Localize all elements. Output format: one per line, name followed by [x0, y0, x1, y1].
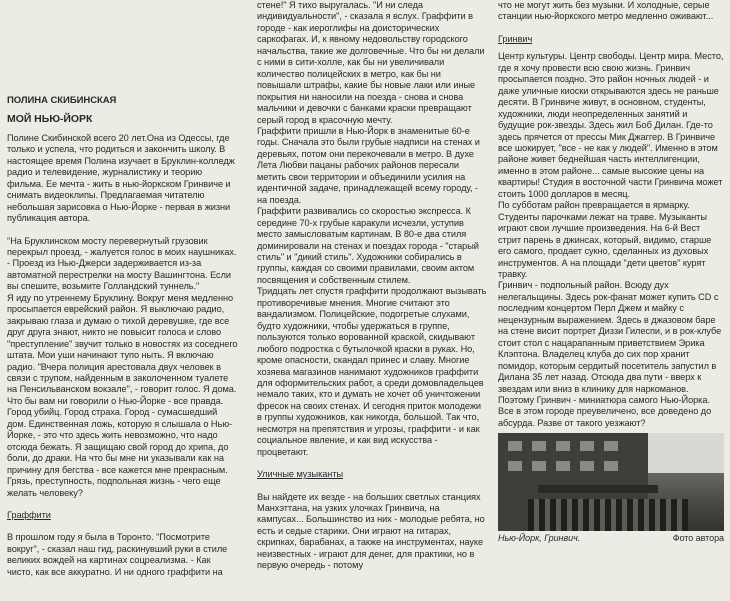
photo-caption-row	[498, 533, 724, 544]
paragraph: Вы найдете их везде - на больших светлых станциях Манхэттана, на узких улочках Гринвича, на кампусах... Большинство из них - молодые ребята, но есть и седые старики. Они играют на гитарах, скрипках, барабанах, а также на инструментах, науке неизвестных - играют для денег, для практики, но в первую очередь - потому	[257, 491, 485, 571]
article-author: ПОЛИНА СКИБИНСКАЯ	[7, 95, 117, 106]
article-title: МОЙ НЬЮ-ЙОРК	[7, 113, 93, 126]
section-heading-street-musicians: Уличные музыканты	[257, 469, 344, 480]
photo-credit: Фото автора	[672, 533, 724, 544]
street-photo	[498, 433, 724, 531]
paragraph: Тридцать лет спустя граффити продолжают вызывать противоречивые мнения. Многие считают это вандализмом. Полицейские, подогретые слухами, будто художники, чтобы удержаться в группе, пользуются только ворованной краской, скидывают любого подростка с бутылочкой краски в руках. Но, кроме опасности, скандал принес и славу. Многие хозяева магазинов нанимают художников граффити для оформительских работ, а среди домовладельцев немало таких, кто и думать не хочет об уничтожении фресок на своих стенах. И сегодня приток молодежи в группы художников, как никогда, большой. Так что, несмотря на препятствия и угрозы, граффити - и как социальное явление, и как вид искусства - процветают.	[257, 286, 487, 457]
paragraph: Граффити пришли в Нью-Йорк в знаменитые 60-е годы. Сначала это были грубые надписи на стенах и деревьях, потом они перекочевали в метро. В духе Лета Любви пацаны рабочих районов пересали метить свои территории и объединили усилия на идентичной задаче, принадлежащей всему городу, - на поезда.	[257, 125, 480, 205]
paragraph: В прошлом году я была в Торонто. "Посмотрите вокруг", - сказал наш гид, раскинувший руки в стиле великих вождей на картинах соцреализма. - Как чисто, как все аккуратно. И ни одного граффити на	[7, 532, 228, 577]
paragraph: По субботам район превращается в ярмарку. Студенты парочками лежат на траве. Музыканты играют свои лучшие произведения. На 6-й Вест стрит парень в джинсах, который, видимо, старше его самого, продает сукно, сделанных из духовых инструментов. А на площади "дети цветов" курят травку.	[498, 200, 712, 279]
paragraph: Что бы вам ни говорили о Нью-Йорке - все правда. Город убийц. Город страха. Город - сумасшедший дом. Единственная ложь, которую я слышала о Нью-Йорке, - это что здесь жить невозможно, что надо отсюда бежать. Я защищаю свой город до хрипа, до боли, до драки. На что бы мне ни указывали как на причину для бегства - все кажется мне прекрасным. Грязь, преступность, подпольная жизнь - чего еще желать человеку?	[7, 395, 233, 498]
column-2	[257, 0, 487, 601]
photo-caption: Нью-Йорк, Гринвич.	[498, 533, 581, 544]
section-heading-graffiti: Граффити	[7, 509, 51, 520]
column-1	[7, 0, 238, 601]
column-3	[498, 0, 724, 601]
paragraph: Поэтому Гринвич - миниатюра самого Нью-Йорка. Все в этом городе преувеличено, все доведено до абсурда. Разве от такого уезжают?	[498, 394, 712, 428]
paragraph: "На Бруклинском мосту перевернутый грузовик перекрыл проезд, - жалуется голос в моих наушниках. - Проезд из Нью-Джерси задерживается из-за автоматной перестрелки на мосту Вашингтона. Если вы спешите, возьмите Голландский туннель."	[7, 235, 237, 292]
section-heading-greenwich: Гринвич	[498, 33, 533, 44]
paragraph: Граффити развивались со скоростью экспресса. К середине 70-х грубые каракули исчезли, уступив место замысловатым картинам. В 80-е два стиля доминировали на стенах и поездах города - "старый стиль" и "дикий стиль". Художники собирались в группы, каждая со своими правилами, своим актом посвящения и собственным стилем.	[257, 206, 479, 285]
paragraph: стене!" Я тихо выругалась. "И ни следа индивидуальности", - сказала я вслух. Граффити в городе - как иероглифы на доисторических саркофагах. И, к явному недовольству городского начальства, такие же долговечные. Что бы ни делали с ними в сити-холле, как бы ни увеличивали количество полицейских в метро, как бы ни повышали штрафы, какие бы новые лаки или иные покрытия ни наносили на поезда - снова и снова мальчики и девочки с банками краски превращают серый город в красочную мечту.	[257, 0, 485, 125]
paragraph: что не могут жить без музыки. И холодные, серые станции нью-йоркского метро медленно оживают...	[498, 0, 714, 22]
paragraph: Гринвич - подпольный район. Всюду дух нелегальщины. Здесь рок-фанат может купить CD с последним концертом Перл Джем и майку с нецензурным выражением. Здесь в джазовом баре на стене висит портрет Диззи Гилеспи, и в рок-клубе стоит стол с нацарапанным приветствием Эрика Клэптона. Владелец клуба до сих пор хранит помидор, которым сердитый посетитель запустил в Дилана 35 лет назад. Отсюда два пути - вверх к звездам или вниз в клинику для наркоманов.	[498, 280, 722, 394]
paragraph: Центр культуры. Центр свободы. Центр мира. Место, где я хочу провести всю свою жизнь. Гринвич просыпается поздно. Это район ночных людей - и даже уличные киоски открываются здесь не раньше десяти. В Гринвиче живут, в основном, студенты, художники, люди неопределенных занятий и будущие рок-звезды. Здесь жил Боб Дилан. Где-то здесь прячется от прессы Мик Джаггер. В Гринвиче все шокирует, "все - не как у людей". Именно в этом районе живет беднейшая часть интеллигенции, именно в этом районе... самые высокие цены на квартиры! Студия в восточной части Гринвича может стоить 1000 долларов в месяц.	[498, 51, 724, 199]
paragraph: Я иду по утреннему Бруклину. Вокруг меня медленно просыпается еврейский район. Я выключаю радио, закрываю глаза и думаю о тихой деревушке, где все друг друга знают, никто не повысит голоса и слово "преступление" звучит только в новостях из соседнего штата. Мои уши начинают тупо ныть. Я включаю радио. "Вчера полиция арестовала двух человек в связи с трупом, найденным в заколоченном туалете на Пенсильванском вокзале", - говорит голос. Я дома.	[7, 292, 238, 395]
author-bio: Полине Скибинской всего 20 лет.Она из Одессы, где только и успела, что родиться и закончить школу. В настоящее время Полина изучает в Бруклин-колледж радио и телевидение, журналистику и теорию фильма. Ее мечта - жить в нью-йоркском Гринвиче и снимать видеоклипы. Предлагаемая читателю небольшая зарисовка о Нью-Йорке - первая в жизни публикация автора.	[7, 132, 235, 224]
